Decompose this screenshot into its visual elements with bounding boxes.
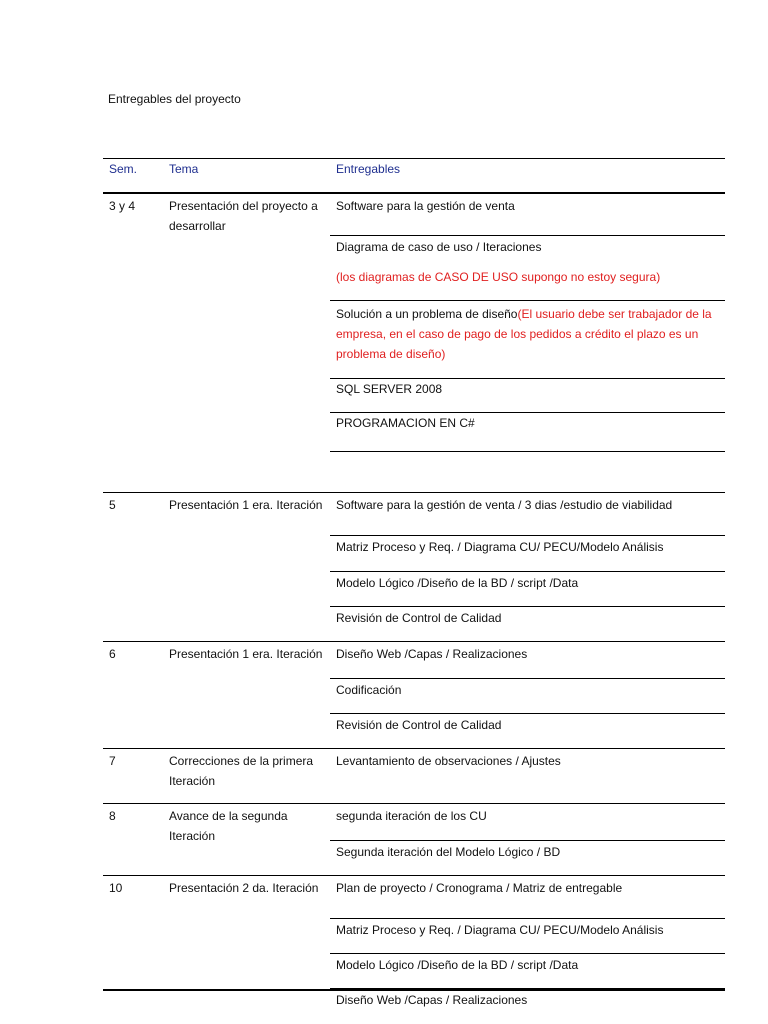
table-row (103, 493, 725, 536)
tema-cell: Presentación 2 da. Iteración (163, 876, 330, 1021)
sem-cell: 5 (103, 493, 163, 642)
table-row (103, 876, 725, 919)
deliverable-cell: Diseño Web /Capas / Realizaciones (330, 642, 725, 679)
table-header-row (103, 159, 725, 194)
deliverable-note-cell: (los diagramas de CASO DE USO supongo no estoy segura) (336, 270, 661, 284)
deliverable-cell: Levantamiento de observaciones / Ajustes (330, 749, 725, 804)
deliverable-cell: Segunda iteración del Modelo Lógico / BD (330, 841, 725, 876)
deliverable-cell: Modelo Lógico /Diseño de la BD / script /Data (330, 954, 725, 989)
deliverable-cell: Diseño Web /Capas / Realizaciones (330, 989, 725, 1021)
tema-cell: Presentación 1 era. Iteración (163, 493, 330, 642)
deliverables-table (103, 158, 725, 1020)
deliverable-cell (330, 452, 725, 493)
deliverable-cell: Software para la gestión de venta / 3 dias /estudio de viabilidad (330, 493, 725, 536)
sem-cell: 6 (103, 642, 163, 749)
sem-cell: 8 (103, 804, 163, 876)
tema-cell: Presentación del proyecto a desarrollar (163, 193, 330, 493)
deliverable-cell: Plan de proyecto / Cronograma / Matriz de entregable (330, 876, 725, 919)
table-row (103, 642, 725, 679)
deliverable-cell: Diagrama de caso de uso / Iteraciones (330, 236, 725, 264)
page-title: Entregables del proyecto (108, 92, 241, 106)
sem-cell: 3 y 4 (103, 193, 163, 493)
deliverable-cell: Matriz Proceso y Req. / Diagrama CU/ PECU/Modelo Análisis (330, 919, 725, 954)
column-header-tema: Tema (163, 159, 330, 194)
sem-cell: 7 (103, 749, 163, 804)
deliverable-cell: segunda iteración de los CU (330, 804, 725, 841)
deliverable-cell: PROGRAMACION EN C# (330, 413, 725, 452)
tema-cell: Presentación 1 era. Iteración (163, 642, 330, 749)
table-row (103, 193, 725, 236)
deliverable-cell: Software para la gestión de venta (336, 199, 515, 213)
tema-cell: Correcciones de la primera Iteración (163, 749, 330, 804)
column-header-sem: Sem. (103, 159, 163, 194)
deliverable-cell: Codificación (330, 679, 725, 714)
deliverable-cell: SQL SERVER 2008 (330, 379, 725, 413)
sem-cell: 10 (103, 876, 163, 1021)
deliverable-cell: Solución a un problema de diseño(El usuario debe ser trabajador de la empresa, en el caso de pago de los pedidos a crédito el plazo es un problema de diseño) (330, 301, 725, 379)
table-row (103, 804, 725, 841)
table-row (103, 749, 725, 804)
deliverable-cell: Modelo Lógico /Diseño de la BD / script /Data (330, 572, 725, 607)
deliverable-cell: Revisión de Control de Calidad (330, 607, 725, 642)
table-bottom-rule (103, 989, 725, 991)
column-header-entregables: Entregables (330, 159, 725, 194)
deliverable-cell: Matriz Proceso y Req. / Diagrama CU/ PECU/Modelo Análisis (330, 536, 725, 572)
deliverable-cell: Revisión de Control de Calidad (330, 714, 725, 749)
tema-cell: Avance de la segunda Iteración (163, 804, 330, 876)
